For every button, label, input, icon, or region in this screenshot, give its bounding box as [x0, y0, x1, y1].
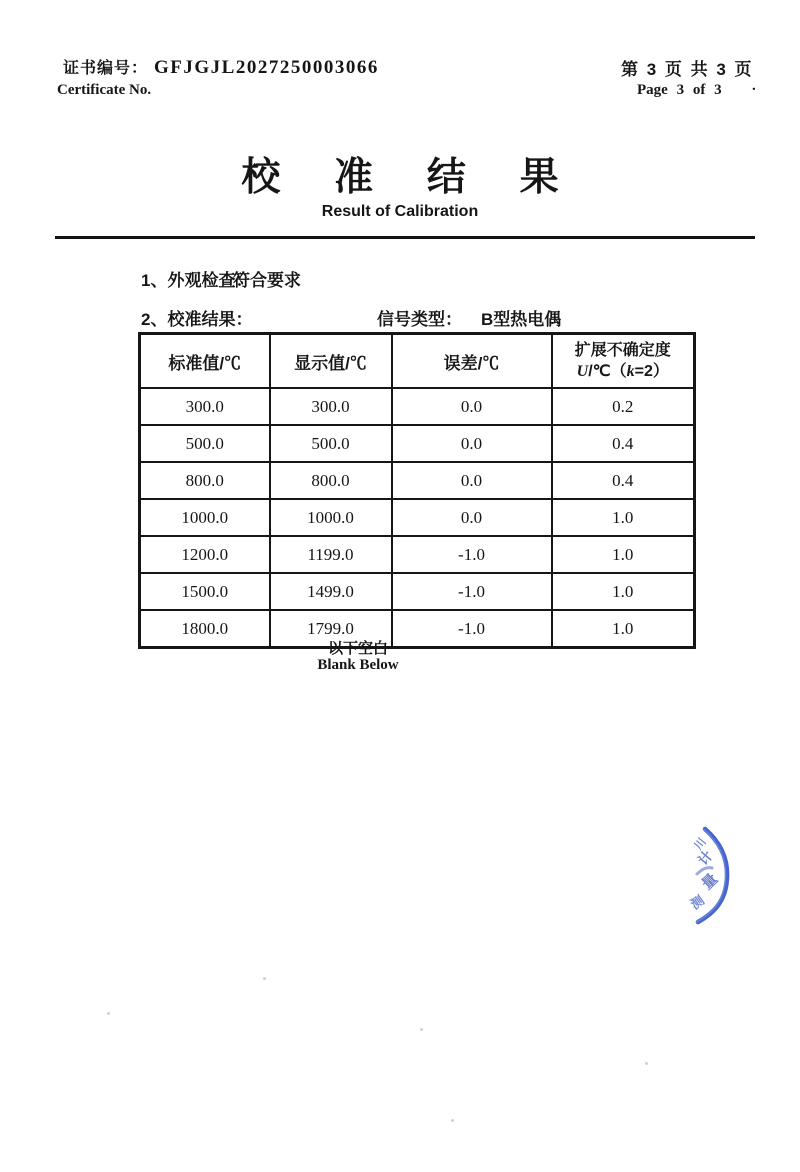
uncertainty-label-line2: U/℃（k=2）	[576, 362, 669, 380]
table-row	[140, 462, 695, 499]
col-header-displayed-value: 显示值/℃	[270, 334, 392, 389]
title-divider	[55, 236, 755, 239]
stray-period: .	[752, 78, 756, 94]
table-cell: 1800.0	[140, 610, 270, 648]
table-cell: 0.0	[392, 388, 552, 425]
blank-below-en: Blank Below	[317, 657, 399, 673]
table-cell: 1499.0	[270, 573, 392, 610]
page-subtitle: Result of Calibration	[321, 203, 479, 220]
table-cell: 0.0	[392, 425, 552, 462]
item2-label: 校准结果：	[167, 310, 253, 329]
table-cell: 0.0	[392, 462, 552, 499]
table-cell: 800.0	[140, 462, 270, 499]
table-cell: 300.0	[270, 388, 392, 425]
table-cell: 500.0	[140, 425, 270, 462]
table-cell: -1.0	[392, 573, 552, 610]
certificate-number: GFJGJL2027250003066	[154, 57, 379, 78]
symbol-k: k	[626, 362, 635, 380]
col-header-standard-value: 标准值/℃	[140, 334, 270, 389]
item1-value: 符合要求	[233, 271, 301, 290]
stamp-char-3: 量	[698, 870, 722, 894]
scan-speck	[107, 1012, 110, 1015]
table-cell: 1000.0	[270, 499, 392, 536]
signal-type-label: 信号类型：	[377, 310, 462, 329]
table-cell: 500.0	[270, 425, 392, 462]
scan-speck	[451, 1119, 454, 1122]
table-cell: 0.0	[392, 499, 552, 536]
table-header-row	[140, 334, 695, 389]
scan-speck	[420, 1028, 423, 1031]
item-calibration-result	[141, 305, 252, 330]
certificate-number-line	[63, 55, 379, 79]
table-row	[140, 499, 695, 536]
table-cell: 0.2	[552, 388, 695, 425]
symbol-U: U	[576, 362, 589, 380]
table-cell: -1.0	[392, 536, 552, 573]
table-row	[140, 536, 695, 573]
scan-speck	[645, 1062, 648, 1065]
table-cell: 1199.0	[270, 536, 392, 573]
table-cell: 1.0	[552, 573, 695, 610]
table-cell: 0.4	[552, 425, 695, 462]
scan-speck	[263, 977, 266, 980]
table-cell: 1200.0	[140, 536, 270, 573]
stamp-char-4: 测	[687, 892, 708, 913]
item1-number: 1、	[141, 271, 168, 290]
uncertainty-label-line1: 扩展不确定度	[574, 342, 671, 359]
col-header-uncertainty	[552, 334, 695, 389]
table-cell: 1500.0	[140, 573, 270, 610]
stamp-char-1: 川	[692, 836, 709, 853]
item2-number: 2、	[141, 310, 168, 329]
calibration-table	[138, 332, 696, 649]
table-cell: 1799.0	[270, 610, 392, 648]
table-cell: -1.0	[392, 610, 552, 648]
stamp-seal-icon	[666, 812, 754, 930]
table-row	[140, 388, 695, 425]
table-cell: 1000.0	[140, 499, 270, 536]
table-row	[140, 425, 695, 462]
page-title: 校 准 结 果	[241, 156, 581, 199]
table-cell: 300.0	[140, 388, 270, 425]
certificate-label-en: Certificate No.	[57, 82, 152, 98]
table-cell: 1.0	[552, 610, 695, 648]
page-number-en: Page 3 of 3	[637, 82, 722, 98]
table-cell: 1.0	[552, 499, 695, 536]
table-cell: 800.0	[270, 462, 392, 499]
col-header-error: 误差/℃	[392, 334, 552, 389]
blank-below-zh: 以下空白	[327, 640, 388, 657]
certificate-label-zh: 证书编号：	[63, 60, 149, 77]
page-number-zh: 第 3 页 共 3 页	[621, 60, 754, 79]
item1-label: 外观检查：	[167, 271, 253, 290]
table-row	[140, 573, 695, 610]
signal-type-value: B型热电偶	[481, 310, 562, 329]
table-cell: 1.0	[552, 536, 695, 573]
table-cell: 0.4	[552, 462, 695, 499]
stamp-char-2: 计	[694, 847, 716, 869]
